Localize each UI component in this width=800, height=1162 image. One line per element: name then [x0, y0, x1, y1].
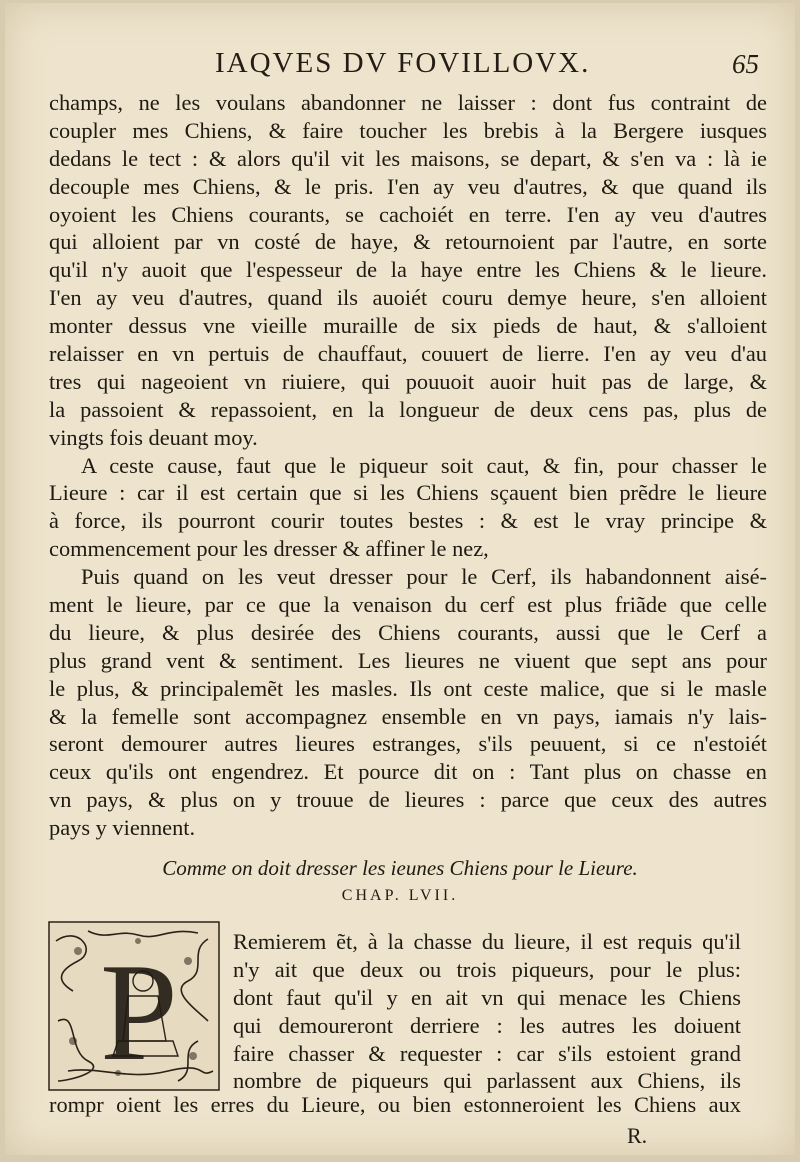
text-line: à force, ils pourront courir toutes bestes : & est le vray principe &: [49, 508, 767, 534]
book-page: [5, 3, 795, 1155]
body-paragraphs: [49, 89, 767, 842]
text-line: plus grand vent & sentiment. Les lieures ne viuent que sept ans pour: [49, 647, 767, 673]
text-line: A ceste cause, faut que le piqueur soit caut, & fin, pour chasser le: [81, 452, 767, 478]
page-header: [5, 47, 795, 87]
text-line: le plus, & principalemẽt les masles. Ils ont ceste malice, que si le masle: [49, 675, 767, 701]
text-line: I'en ay veu d'autres, quand ils auoiét couru demye heure, s'en alloient: [49, 285, 767, 311]
text-line: qu'il n'y auoit que l'espesseur de la haye entre les Chiens & le lieure.: [49, 257, 767, 283]
text-line: vingts fois deuant moy.: [49, 424, 258, 450]
text-line: commencement pour les dresser & affiner le nez,: [49, 536, 489, 562]
text-line: relaisser en vn pertuis de chauffaut, couuert de lierre. I'en ay veu d'au: [49, 341, 767, 367]
text-line: Lieure : car il est certain que si les Chiens sçauent bien prẽdre le lieure: [49, 480, 767, 506]
initial-letter: P: [100, 935, 178, 1090]
text-line: Puis quand on les veut dresser pour le Cerf, ils habandonnent aisé-: [81, 564, 767, 590]
text-line: qui alloient par vn costé de haye, & retournoient par l'autre, en sorte: [49, 229, 767, 255]
chapter-number: CHAP. LVII.: [341, 887, 459, 904]
text-line: la passoient & repassoient, en la longueur de deux cens pas, plus de: [49, 396, 767, 422]
text-line: du lieure, & plus desirée des Chiens courants, aussi que le Cerf a: [49, 619, 767, 645]
text-line: qui demoureront derriere : les autres les doiuent: [233, 1012, 741, 1038]
text-line: pays y viennent.: [49, 815, 196, 841]
text-line: decouple mes Chiens, & le pris. I'en ay veu d'autres, & que quand ils: [49, 173, 767, 199]
text-line: n'y ait que deux ou trois piqueurs, pour le plus:: [233, 956, 741, 982]
chapter-text-beside-initial: [233, 928, 741, 1095]
text-line: oyoient les Chiens courants, se cachoiét en terre. I'en ay veu d'autres: [49, 201, 767, 227]
ornament-initial-icon: [48, 921, 220, 1091]
decorated-initial: [48, 921, 220, 1091]
text-line: tres qui nageoient vn riuiere, qui pouuoit auoir huit pas de large, &: [49, 368, 767, 394]
text-line: dont faut qu'il y en ait vn qui menace les Chiens: [233, 984, 741, 1010]
text-line: ceux qu'ils ont engendrez. Et pource dit on : Tant plus on chasse en: [49, 759, 767, 785]
text-line: Remierem ẽt, à la chasse du lieure, il est requis qu'il: [233, 929, 741, 954]
text-line: ment le lieure, par ce que la venaison du cerf est plus friãde que celle: [49, 592, 767, 618]
text-line: dedans le tect : & alors qu'il vit les maisons, se depart, & s'en va : là ie: [49, 145, 767, 171]
text-line: champs, ne les voulans abandonner ne laisser : dont fus contraint de: [49, 90, 767, 115]
text-line: vn pays, & plus on y trouue de lieures : parce que ceux des autres: [49, 787, 767, 813]
running-title: IAQVES DV FOVILLOVX.: [215, 47, 591, 79]
text-line: nombre de piqueurs qui parlassent aux Chiens, ils: [233, 1068, 741, 1094]
text-line: coupler mes Chiens, & faire toucher les brebis à la Bergere iusques: [49, 117, 767, 143]
text-line: rompr oient les erres du Lieure, ou bien estonneroient les Chiens aux: [49, 1092, 741, 1117]
catchword: R.: [627, 1123, 648, 1148]
text-line: monter dessus vne vieille muraille de six pieds de haut, & s'alloient: [49, 313, 767, 339]
chapter-text-full-width: [49, 1091, 741, 1119]
text-line: & la femelle sont accompagnez ensemble en vn pays, iamais n'y lais-: [49, 703, 767, 729]
page-number: 65: [732, 49, 759, 79]
text-line: faire chasser & requester : car s'ils estoient grand: [233, 1040, 741, 1066]
chapter-title: Comme on doit dresser les ieunes Chiens pour le Lieure.: [162, 856, 638, 880]
text-line: seront demourer autres lieures estranges, s'ils peuuent, si ce n'estoiét: [49, 731, 767, 757]
